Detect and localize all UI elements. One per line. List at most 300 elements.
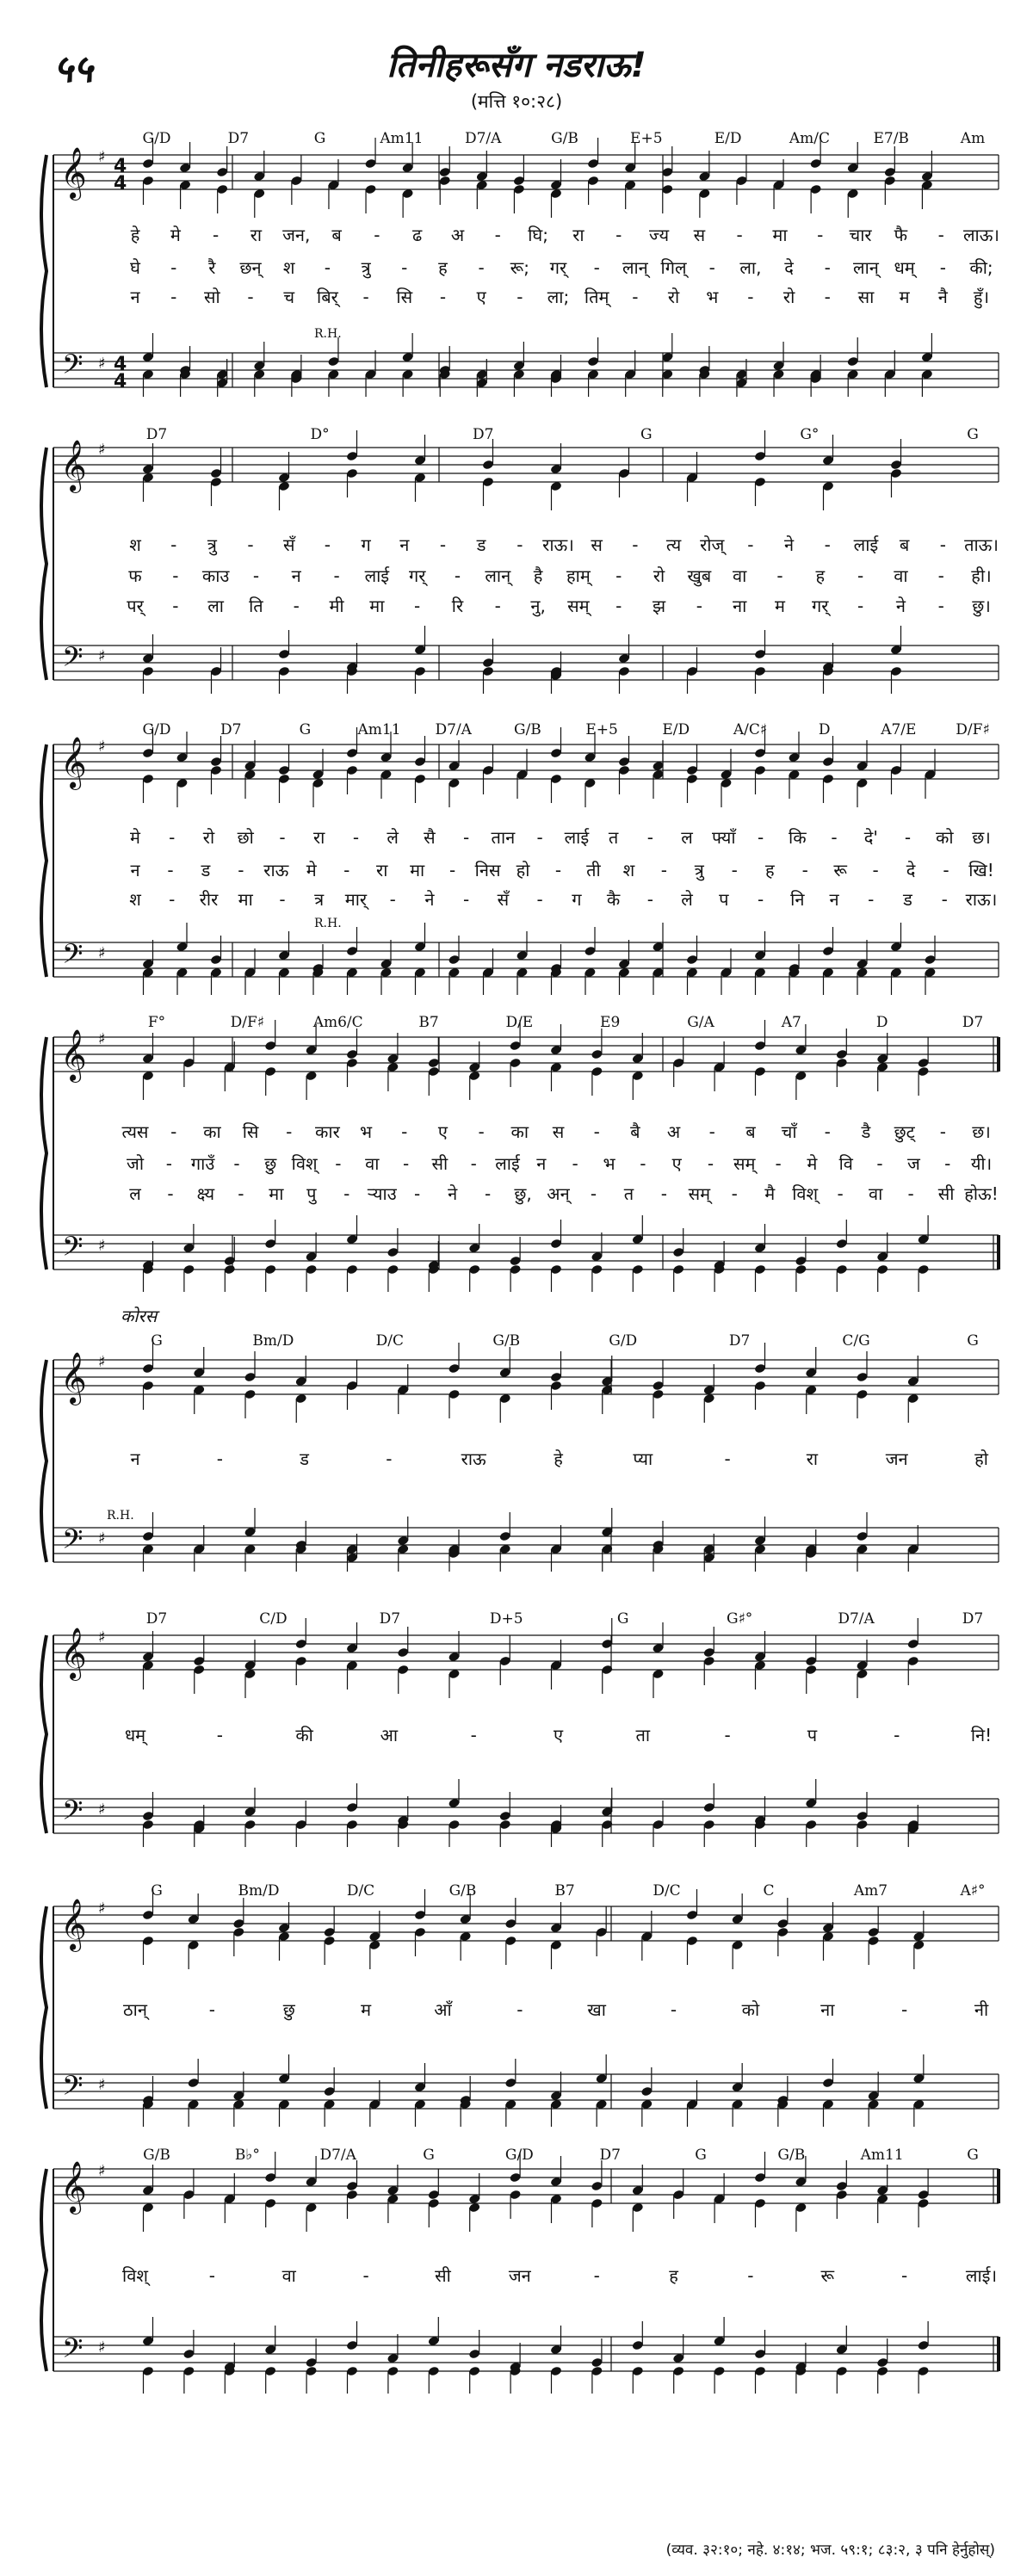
lyric-syllable: श: [282, 257, 295, 278]
lyric-syllable: -: [757, 889, 764, 910]
lyric-syllable: -: [757, 827, 764, 848]
lyric-syllable: स: [693, 225, 706, 245]
bracket: [41, 1037, 46, 1269]
lyric-syllable: -: [167, 1183, 174, 1204]
lyric-syllable: ब: [899, 534, 910, 555]
lyric-syllable: -: [335, 1153, 342, 1174]
lyric-syllable: ग: [572, 889, 582, 910]
lyric-syllable: जन: [508, 2265, 531, 2286]
lyric-syllable: त्य: [665, 534, 682, 555]
lyric-syllable: -: [449, 860, 456, 880]
lyric-syllable: लान्: [853, 257, 879, 278]
lyric-syllable: मा: [269, 1183, 284, 1204]
lyric-syllable: छु।: [972, 596, 991, 616]
lyric-syllable: -: [478, 1121, 485, 1142]
lyric-syllable: रा: [376, 860, 388, 880]
lyric-syllable: छ।: [972, 1121, 991, 1142]
lyric-syllable: -: [632, 534, 639, 555]
lyric-syllable: -: [941, 889, 948, 910]
bass-clef-icon: 𝄢: [62, 2070, 84, 2108]
lyric-syllable: की;: [969, 257, 993, 278]
chord-symbol: G/B: [551, 130, 578, 147]
lyric-syllable: ने: [895, 596, 906, 616]
lyric-syllable: खि!: [968, 860, 994, 880]
lyric-syllable: सो: [204, 287, 220, 307]
lyric-syllable: खा: [587, 1999, 606, 2020]
lyric-syllable: क्ष्य: [196, 1183, 215, 1204]
chord-symbol: G: [967, 2147, 979, 2164]
lyric-syllable: -: [837, 1183, 844, 1204]
lyric-syllable: बै: [630, 1121, 640, 1142]
lyric-syllable: -: [516, 287, 523, 307]
lyric-syllable: ले: [387, 827, 399, 848]
lyric-syllable: -: [463, 827, 470, 848]
chord-symbol: Am7: [853, 1882, 888, 1900]
chord-symbol: D7: [379, 1610, 401, 1628]
chord-symbol: D+5: [489, 1610, 523, 1628]
chord-symbol: D/C: [346, 1882, 375, 1900]
lyric-syllable: ए: [553, 1725, 564, 1745]
lyric-syllable: -: [213, 225, 220, 245]
chord-symbol: D/E: [505, 1014, 534, 1031]
lyric-syllable: -: [343, 860, 350, 880]
lyric-syllable: ए: [437, 1121, 448, 1142]
lyric-syllable: ह: [764, 860, 775, 880]
lyric-syllable: -: [937, 225, 944, 245]
chord-symbol: G°: [800, 426, 820, 443]
lyric-syllable: -: [247, 287, 254, 307]
chord-symbol: D7/A: [838, 1610, 875, 1628]
lyric-syllable: -: [536, 889, 543, 910]
lyric-syllable: डै: [861, 1121, 871, 1142]
lyric-syllable: रै: [208, 257, 216, 278]
lyric-syllable: -: [736, 225, 743, 245]
chord-symbol: G/B: [492, 1332, 521, 1350]
lyric-syllable: न: [130, 1449, 140, 1469]
lyric-syllable: ड: [300, 1449, 309, 1469]
lyric-syllable: ए: [671, 1153, 682, 1174]
lyric-syllable: -: [324, 257, 331, 278]
lyric-syllable: आ: [380, 1725, 399, 1745]
lyric-syllable: ह: [438, 257, 448, 278]
chord-symbol: G/D: [609, 1332, 638, 1350]
lyric-syllable: मा: [238, 889, 253, 910]
treble-clef-icon: 𝄞: [60, 1628, 87, 1679]
chord-symbol: Bm/D: [238, 1882, 280, 1900]
chord-symbol: G/D: [504, 2147, 534, 2164]
lyric-syllable: -: [401, 257, 408, 278]
lyric-syllable: नी: [974, 1999, 989, 2020]
treble-clef-icon: 𝄞: [60, 1899, 87, 1950]
lyric-syllable: म: [899, 287, 910, 307]
lyric-syllable: -: [374, 225, 380, 245]
lyric-syllable: सी: [435, 2265, 451, 2286]
lyric-syllable: सि: [396, 287, 413, 307]
bracket: [41, 1360, 46, 1562]
lyric-syllable: ना: [820, 1999, 835, 2020]
lyric-syllable: अन्: [547, 1183, 570, 1204]
lyric-syllable: -: [216, 1725, 223, 1745]
lyric-syllable: धम्: [124, 1725, 146, 1745]
lyric-syllable: लाई: [364, 565, 390, 586]
lyric-syllable: -: [279, 827, 286, 848]
lyric-syllable: ड: [201, 860, 211, 880]
chord-symbol: D7/A: [435, 721, 472, 738]
lyric-syllable: लान्: [622, 257, 648, 278]
lyric-syllable: वि: [838, 1153, 853, 1174]
chorus-label: कोरस: [121, 1306, 158, 1326]
chord-symbol: G/D: [142, 130, 171, 147]
chord-symbol: D°: [310, 426, 330, 443]
key-sharp-icon: ♯: [98, 1030, 106, 1048]
lyric-syllable: -: [640, 1153, 646, 1174]
lyric-syllable: ग: [361, 534, 371, 555]
lyric-syllable: फ: [128, 565, 142, 586]
lyric-syllable: रू: [820, 2265, 835, 2286]
lyric-syllable: -: [286, 1121, 293, 1142]
rh-mark: R.H.: [314, 917, 342, 930]
treble-clef-icon: 𝄞: [60, 2161, 87, 2213]
lyric-syllable: -: [572, 1153, 578, 1174]
lyric-syllable: ब: [331, 225, 342, 245]
lyric-syllable: विश्: [792, 1183, 819, 1204]
lyric-syllable: सम्: [733, 1153, 756, 1174]
lyric-syllable: -: [747, 287, 754, 307]
lyric-syllable: पु: [306, 1183, 317, 1204]
chord-symbol: Bm/D: [252, 1332, 294, 1350]
lyric-syllable: -: [247, 534, 254, 555]
lyric-syllable: -: [279, 889, 286, 910]
lyric-syllable: प: [719, 889, 729, 910]
lyric-syllable: -: [708, 257, 715, 278]
lyric-syllable: -: [454, 565, 461, 586]
key-sharp-icon: ♯: [98, 1900, 106, 1918]
chord-symbol: G: [313, 130, 326, 147]
lyric-syllable: ए: [476, 287, 486, 307]
lyric-syllable: ला,: [739, 257, 762, 278]
lyric-syllable: -: [646, 889, 653, 910]
lyric-syllable: कै: [606, 889, 621, 910]
lyric-syllable: हो: [974, 1449, 988, 1469]
lyric-syllable: प्या: [633, 1449, 653, 1469]
lyric-syllable: त्रु: [694, 860, 704, 880]
treble-clef-icon: 𝄞: [60, 1352, 87, 1404]
bracket: [41, 448, 46, 680]
chord-symbol: G/B: [777, 2147, 806, 2164]
lyric-syllable: -: [293, 596, 300, 616]
bass-clef-icon: 𝄢: [62, 938, 84, 976]
lyric-syllable: -: [894, 1725, 900, 1745]
page-number: ५५: [53, 47, 93, 91]
lyric-syllable: की: [295, 1725, 313, 1745]
treble-clef-icon: 𝄞: [60, 147, 87, 199]
bracket: [41, 2169, 46, 2371]
chord-symbol: Am11: [380, 130, 424, 147]
treble-clef-icon: 𝄞: [60, 1029, 87, 1081]
lyric-syllable: त्रु: [361, 257, 371, 278]
lyric-syllable: -: [463, 889, 470, 910]
lyric-syllable: सा: [857, 287, 875, 307]
lyric-syllable: -: [343, 1183, 350, 1204]
lyric-syllable: सि: [242, 1121, 259, 1142]
lyric-syllable: फै: [894, 225, 908, 245]
lyric-syllable: -: [233, 1153, 240, 1174]
chord-symbol: Am/C: [789, 130, 830, 147]
lyric-syllable: हुँ।: [973, 287, 990, 307]
lyric-syllable: जो: [126, 1153, 145, 1174]
lyric-syllable: राऊ: [461, 1449, 486, 1469]
chord-symbol: G/B: [514, 721, 541, 738]
lyric-syllable: -: [170, 287, 177, 307]
key-sharp-icon: ♯: [98, 1353, 106, 1371]
lyric-syllable: प: [807, 1725, 818, 1745]
lyric-syllable: गाउँ: [190, 1153, 215, 1174]
lyric-syllable: सी: [431, 1153, 448, 1174]
lyric-syllable: राऊ: [263, 860, 289, 880]
bracket: [41, 1635, 46, 1833]
lyric-syllable: -: [324, 534, 331, 555]
scripture-reference: (मत्ति १०:२८): [470, 91, 563, 112]
lyric-syllable: ला: [207, 596, 224, 616]
lyric-syllable: ब: [745, 1121, 756, 1142]
lyric-syllable: -: [362, 287, 369, 307]
lyric-syllable: -: [216, 1449, 223, 1469]
lyric-syllable: -: [660, 860, 667, 880]
lyric-syllable: त्र: [314, 889, 325, 910]
lyric-syllable: -: [801, 860, 808, 880]
chord-symbol: G♯°: [726, 1610, 753, 1628]
lyric-syllable: -: [593, 1121, 600, 1142]
chord-symbol: D/C: [653, 1882, 681, 1900]
bracket: [41, 744, 46, 977]
lyric-syllable: लाई: [564, 827, 590, 848]
bass-clef-icon: 𝄢: [62, 1795, 84, 1832]
lyric-syllable: मै: [764, 1183, 776, 1204]
key-sharp-icon: ♯: [98, 2076, 106, 2094]
lyric-syllable: रा: [250, 225, 263, 245]
key-sharp-icon: ♯: [98, 2338, 106, 2357]
lyric-syllable: हो: [516, 860, 530, 880]
lyric-syllable: -: [170, 1121, 177, 1142]
chord-symbol: D7/A: [464, 130, 502, 147]
lyric-syllable: -: [170, 534, 177, 555]
lyric-syllable: रो: [202, 827, 215, 848]
lyric-syllable: नि!: [970, 1725, 993, 1745]
key-sharp-icon: ♯: [98, 944, 106, 962]
lyric-syllable: छु: [264, 1153, 277, 1174]
key-sharp-icon: ♯: [98, 1529, 106, 1547]
lyric-syllable: -: [857, 565, 864, 586]
lyric-syllable: वा: [365, 1153, 380, 1174]
lyric-syllable: लाई।: [965, 2265, 998, 2286]
lyric-syllable: ले: [681, 889, 693, 910]
lyric-syllable: -: [208, 2265, 215, 2286]
lyric-syllable: -: [484, 1183, 492, 1204]
lyric-syllable: -: [696, 596, 702, 616]
lyric-syllable: न: [291, 565, 301, 586]
lyric-syllable: -: [904, 827, 912, 848]
chord-symbol: G: [616, 1610, 629, 1628]
lyric-syllable: त: [608, 827, 619, 848]
lyric-syllable: गर्: [812, 596, 829, 616]
lyric-syllable: मे: [807, 1153, 818, 1174]
chord-symbol: D7: [145, 426, 168, 443]
lyric-syllable: ज्य: [649, 225, 670, 245]
chord-symbol: B♭°: [234, 2147, 260, 2164]
lyric-syllable: अ: [450, 225, 465, 245]
lyric-syllable: नु,: [530, 596, 546, 616]
lyric-syllable: -: [939, 534, 946, 555]
lyric-syllable: मे: [130, 827, 140, 848]
lyric-syllable: छो: [237, 827, 254, 848]
lyric-syllable: -: [901, 1999, 908, 2020]
lyric-syllable: -: [615, 225, 622, 245]
lyric-syllable: -: [333, 565, 340, 586]
lyric-syllable: -: [470, 1153, 477, 1174]
lyric-syllable: -: [939, 257, 946, 278]
lyric-syllable: ही।: [971, 565, 992, 586]
lyric-syllable: रोज्: [700, 534, 725, 555]
lyric-syllable: -: [590, 1183, 597, 1204]
lyric-syllable: अ: [666, 1121, 681, 1142]
lyric-syllable: बिर्: [317, 287, 338, 307]
lyric-syllable: तिम्: [584, 287, 609, 307]
chord-symbol: Am11: [357, 721, 401, 738]
lyric-syllable: -: [439, 287, 447, 307]
lyric-syllable: -: [901, 2265, 908, 2286]
lyric-syllable: लाई: [853, 534, 879, 555]
lyric-syllable: ना: [733, 596, 747, 616]
lyric-syllable: गर्: [408, 565, 426, 586]
lyric-syllable: त: [623, 1183, 634, 1204]
lyric-syllable: -: [876, 1153, 883, 1174]
lyric-syllable: झ: [652, 596, 666, 616]
chord-symbol: G: [967, 1332, 979, 1350]
lyric-syllable: ह: [815, 565, 826, 586]
lyric-syllable: -: [208, 1999, 215, 2020]
lyric-syllable: -: [167, 860, 174, 880]
chord-symbol: A7: [781, 1014, 801, 1031]
chord-symbol: A7/E: [881, 721, 917, 738]
lyric-syllable: यी।: [970, 1153, 993, 1174]
chord-symbol: E+5: [585, 721, 618, 738]
lyric-syllable: -: [857, 596, 864, 616]
lyric-syllable: वा: [894, 565, 908, 586]
lyric-syllable: लाई: [495, 1153, 520, 1174]
lyric-syllable: -: [478, 257, 485, 278]
lyric-syllable: सम्: [567, 596, 590, 616]
lyric-syllable: ह: [669, 2265, 678, 2286]
bass-clef-icon: 𝄢: [62, 1231, 84, 1269]
lyric-syllable: कार: [315, 1121, 340, 1142]
lyric-syllable: मा: [410, 860, 425, 880]
lyric-syllable: जन: [885, 1449, 908, 1469]
lyric-syllable: दे': [863, 827, 878, 848]
lyric-syllable: -: [554, 860, 562, 880]
lyric-syllable: गिल्: [660, 257, 687, 278]
lyric-syllable: -: [707, 1153, 714, 1174]
chord-symbol: A/C♯: [733, 721, 768, 738]
lyric-syllable: मा: [772, 225, 788, 245]
chord-symbol: B7: [554, 1882, 575, 1900]
lyric-syllable: -: [389, 889, 396, 910]
lyric-syllable: -: [238, 860, 244, 880]
chord-symbol: G: [151, 1332, 163, 1350]
lyric-syllable: -: [724, 1725, 731, 1745]
chord-symbol: A♯°: [960, 1882, 986, 1900]
lyric-syllable: लाऊ।: [962, 225, 1000, 245]
lyric-syllable: -: [775, 1153, 782, 1174]
lyric-syllable: को: [935, 827, 954, 848]
time-signature-bottom: 4: [114, 173, 127, 195]
lyric-syllable: नै: [937, 287, 948, 307]
footer-references: (व्यव. ३२:१०; नहे. ४:१४; भज. ५९:१; ८३:२, ३ पनि हेर्नुहोस्): [665, 2542, 995, 2559]
lyric-syllable: नि: [790, 889, 805, 910]
lyric-syllable: -: [731, 1183, 738, 1204]
lyric-syllable: धम्: [894, 257, 915, 278]
lyric-syllable: -: [170, 257, 177, 278]
chord-symbol: Am6/C: [312, 1014, 363, 1031]
lyric-syllable: सँ: [282, 534, 295, 555]
key-sharp-icon: ♯: [98, 1801, 106, 1819]
lyric-syllable: -: [172, 565, 179, 586]
lyric-syllable: र्‍याउ: [367, 1183, 397, 1204]
chord-symbol: D7: [728, 1332, 751, 1350]
lyric-syllable: -: [172, 596, 179, 616]
lyric-syllable: वा: [868, 1183, 883, 1204]
lyric-syllable: -: [670, 1999, 677, 2020]
lyric-syllable: स: [591, 534, 603, 555]
lyric-syllable: श: [129, 534, 141, 555]
lyric-syllable: -: [516, 1999, 523, 2020]
chord-symbol: G: [423, 2147, 435, 2164]
lyric-syllable: -: [238, 1183, 244, 1204]
lyric-syllable: -: [831, 827, 838, 848]
lyric-syllable: रि: [451, 596, 464, 616]
bass-clef-icon: 𝄢: [62, 2332, 84, 2370]
lyric-syllable: ड: [903, 889, 912, 910]
lyric-syllable: -: [824, 534, 831, 555]
lyric-syllable: फ्याँ: [712, 827, 736, 848]
lyric-syllable: विश्: [122, 2265, 148, 2286]
lyric-syllable: -: [169, 827, 176, 848]
lyric-syllable: -: [747, 534, 754, 555]
lyric-syllable: वा: [732, 565, 747, 586]
lyric-syllable: -: [439, 534, 447, 555]
lyric-syllable: च: [283, 287, 295, 307]
time-signature-top: 4: [114, 354, 127, 375]
lyric-syllable: घे: [130, 257, 140, 278]
lyric-syllable: -: [937, 565, 944, 586]
lyric-syllable: हाम्: [566, 565, 591, 586]
lyric-syllable: -: [944, 1153, 951, 1174]
lyric-syllable: दे: [784, 257, 794, 278]
lyric-syllable: रो: [653, 565, 665, 586]
lyric-syllable: हे: [554, 1449, 563, 1469]
chord-symbol: C/D: [259, 1610, 288, 1628]
lyric-syllable: -: [414, 596, 421, 616]
key-sharp-icon: ♯: [98, 2162, 106, 2180]
lyric-syllable: है: [533, 565, 543, 586]
chord-symbol: E+5: [630, 130, 663, 147]
lyric-syllable: -: [470, 1725, 477, 1745]
lyric-syllable: ड: [476, 534, 486, 555]
lyric-syllable: -: [824, 257, 831, 278]
lyric-syllable: चाँ: [781, 1121, 797, 1142]
lyric-syllable: जन,: [282, 225, 311, 245]
lyric-syllable: छु,: [514, 1183, 532, 1204]
lyric-syllable: रू: [833, 860, 847, 880]
